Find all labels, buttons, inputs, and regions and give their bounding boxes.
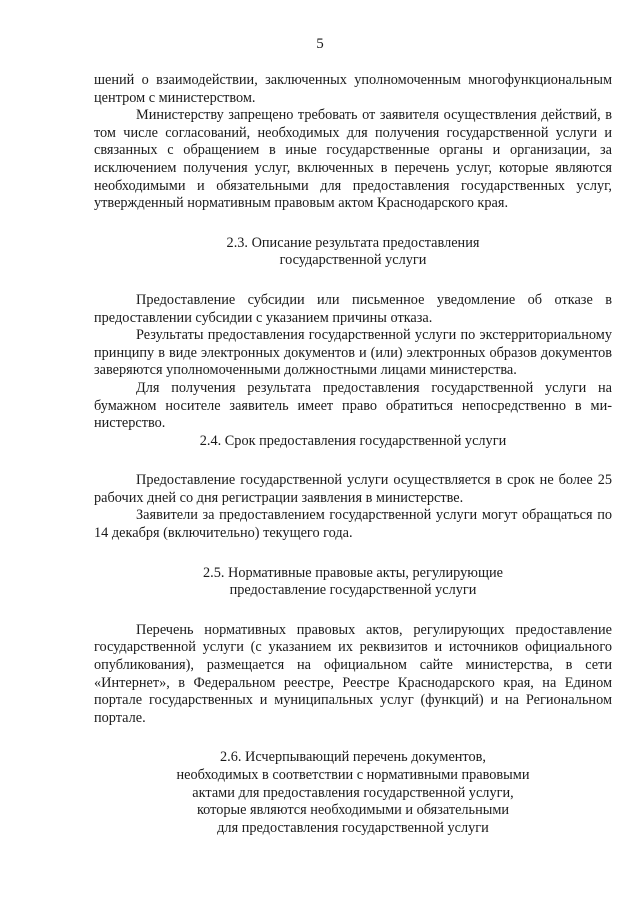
heading-line: актами для предоставления государственной услуги, [192, 784, 514, 801]
heading-section-2-4 [94, 433, 612, 451]
document-body [94, 72, 612, 837]
heading-line: 2.3. Описание результата предоставления [226, 234, 480, 251]
heading-line: предоставление государственной услуги [229, 582, 477, 599]
paragraph-result-paper: Для получения результата предоставления государственной услуги на бумажном носителе заявитель имеет право обратиться непосредственно в министерство. [94, 379, 612, 432]
heading-section-2-6 [94, 749, 612, 837]
heading-section-2-5 [94, 565, 612, 600]
heading-line: 2.6. Исчерпывающий перечень документов, [220, 749, 486, 766]
heading-line: государственной услуги [279, 252, 427, 269]
paragraph-ministry-prohibition: Министерству запрещено требовать от заявителя осуществления действий, в том числе согласований, необходимых для получения государственной услуги и связанных с обращением в иные государственные органы и организации, за исключением получения услуг, включенных в перечень услуг, которые являются необходимыми и обязательными для предоставления государственных услуг, утвержденный нормативным правовым актом Краснодарского края. [94, 107, 612, 212]
heading-line: для предоставления государственной услуги [217, 819, 489, 836]
page-number: 5 [316, 36, 324, 52]
heading-line: 2.4. Срок предоставления государственной услуги [199, 432, 507, 449]
paragraph-continuation: шений о взаимодействии, заключенных уполномоченным многофункциональным центром с министерством. [94, 72, 612, 106]
heading-section-2-3 [94, 235, 612, 270]
paragraph-service-term: Предоставление государственной услуги осуществляется в срок не более 25 рабочих дней со дня регистрации заявления в министерстве. [94, 472, 612, 506]
heading-line: необходимых в соответствии с нормативными правовыми [176, 767, 530, 783]
paragraph-application-deadline: Заявители за предоставлением государственной услуги могут обращаться по 14 декабря (включительно) текущего года. [94, 507, 612, 542]
paragraph-legal-acts: Перечень нормативных правовых актов, регулирующих предоставление государственной услуги (с указанием их реквизитов и источников официального опубликования), размещается на официальном сайте министерства, в сети «Интернет», в Федеральном реестре, Реестре Краснодарского края, на Едином портале государственных и муниципальных услуг (функций) и на Региональном портале. [94, 621, 612, 726]
paragraph-result-extraterritorial: Результаты предоставления государственной услуги по экстерриториальному принципу в виде электронных документов и (или) электронных образов документов заверяются уполномоченными должностными лицами министерства. [94, 327, 612, 379]
paragraph-result-subsidy: Предоставление субсидии или письменное уведомление об отказе в предоставлении субсидии с указанием причины отказа. [94, 291, 612, 326]
heading-line: которые являются необходимыми и обязательными [196, 802, 510, 819]
heading-line: 2.5. Нормативные правовые акты, регулирующие [203, 564, 503, 581]
